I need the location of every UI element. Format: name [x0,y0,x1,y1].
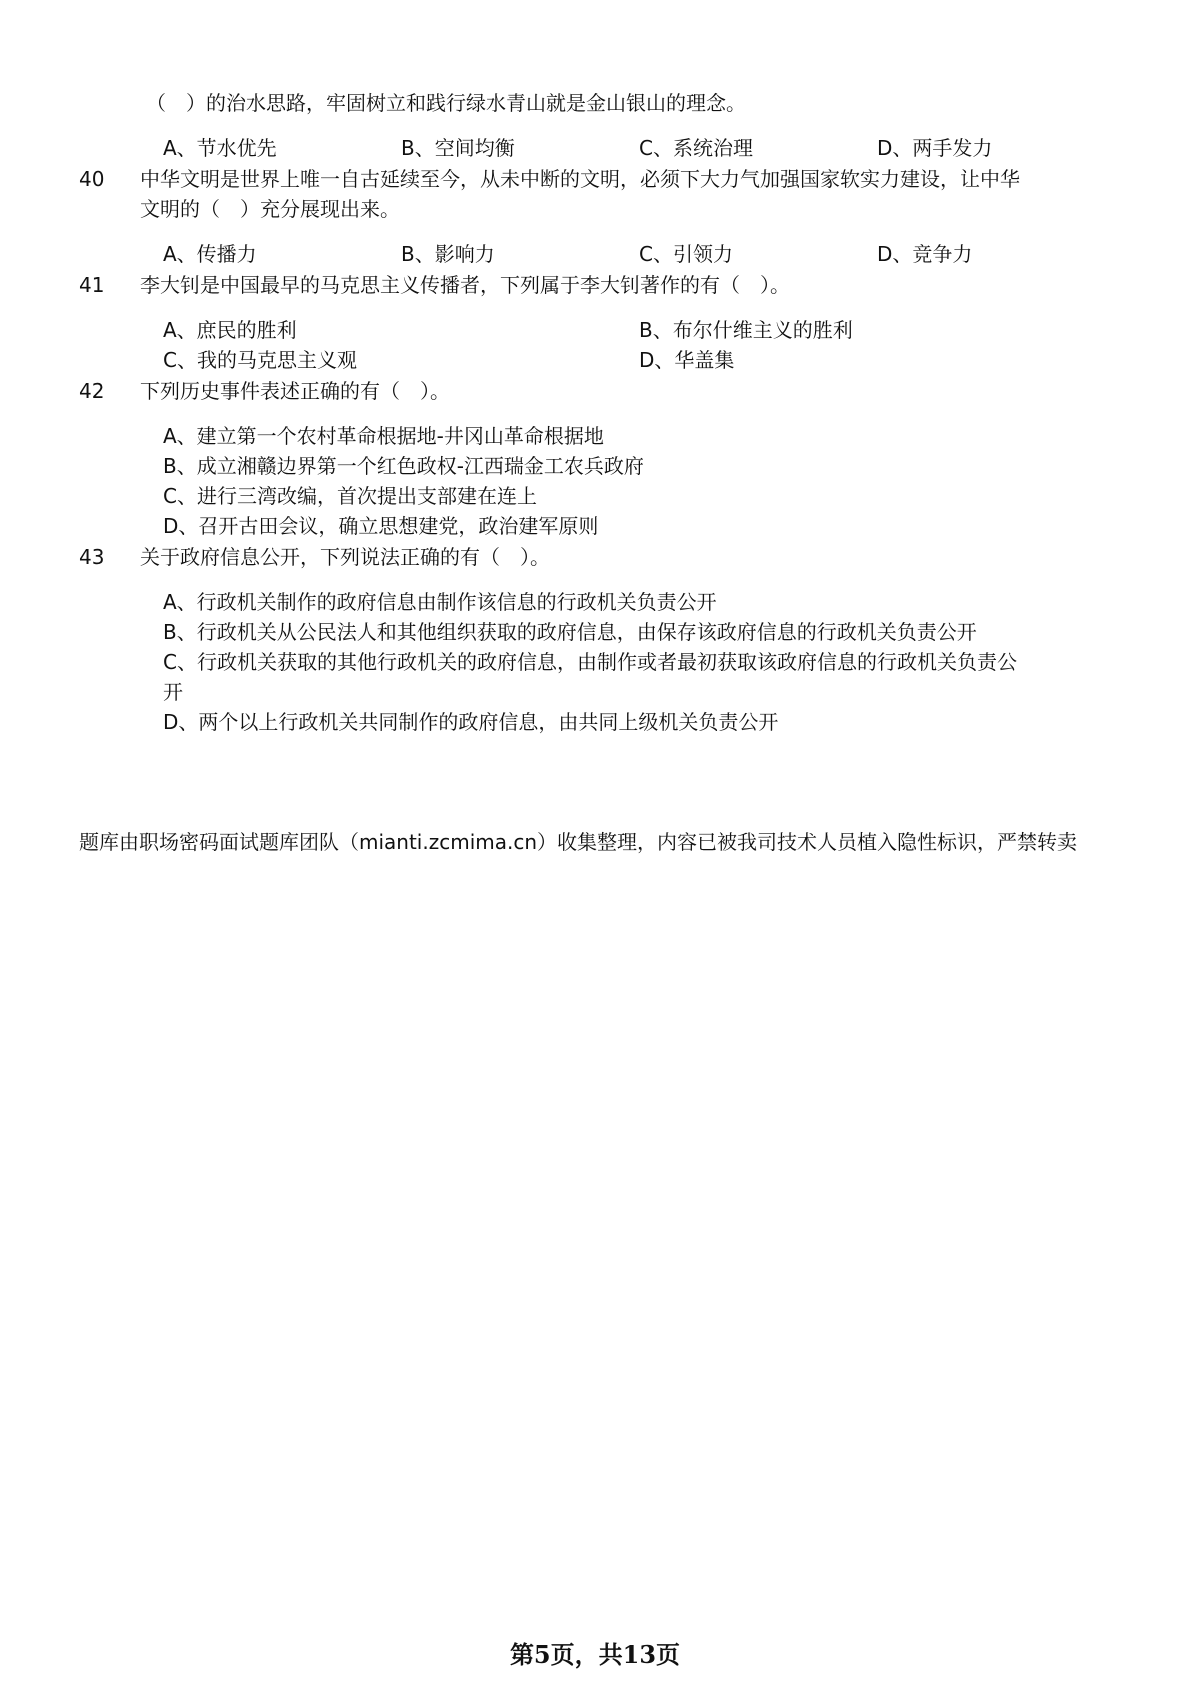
page-number: 第5页，共13页 [509,1640,681,1669]
question-39-option-b: B、空间均衡 [401,136,515,160]
question-39-option-d: D、两手发力 [877,136,993,160]
question-42-number: 42 [79,379,105,403]
question-40-option-c: C、引领力 [639,242,733,266]
question-41-option-c: C、我的马克思主义观 [163,348,357,372]
question-40-text-line-1: 中华文明是世界上唯一自古延续至今，从未中断的文明，必须下大力气加强国家软实力建设，让中华 [140,167,1020,191]
question-41-option-a: A、庶民的胜利 [163,318,297,342]
question-43-option-c: C、行政机关获取的其他行政机关的政府信息，由制作或者最初获取该政府信息的行政机关负责公 [163,650,1017,674]
question-40-option-a: A、传播力 [163,242,257,266]
question-39-option-a: A、节水优先 [163,136,277,160]
question-40-number: 40 [79,167,105,191]
copyright-note: 题库由职场密码面试题库团队（mianti.zcmima.cn）收集整理，内容已被我司技术人员植入隐性标识，严禁转卖 [79,830,1078,854]
question-39-option-c: C、系统治理 [639,136,753,160]
question-42-option-b: B、成立湘赣边界第一个红色政权-江西瑞金工农兵政府 [163,454,644,478]
question-40-text-line-2: 文明的（ ）充分展现出来。 [140,197,400,221]
question-43-option-b: B、行政机关从公民法人和其他组织获取的政府信息，由保存该政府信息的行政机关负责公开 [163,620,977,644]
question-41-option-b: B、布尔什维主义的胜利 [639,318,853,342]
question-40-option-d: D、竞争力 [877,242,973,266]
question-42-option-a: A、建立第一个农村革命根据地-井冈山革命根据地 [163,424,604,448]
question-42-option-d: D、召开古田会议，确立思想建党，政治建军原则 [163,514,599,538]
question-43-text: 关于政府信息公开，下列说法正确的有（ ）。 [140,545,550,569]
question-40-option-b: B、影响力 [401,242,495,266]
question-42-text: 下列历史事件表述正确的有（ ）。 [140,379,450,403]
question-41-text: 李大钊是中国最早的马克思主义传播者，下列属于李大钊著作的有（ ）。 [140,273,790,297]
question-41-number: 41 [79,273,105,297]
question-43-option-d: D、两个以上行政机关共同制作的政府信息，由共同上级机关负责公开 [163,710,779,734]
question-39-text: （ ）的治水思路，牢固树立和践行绿水青山就是金山银山的理念。 [146,91,746,115]
question-43-option-c-continued: 开 [163,680,183,704]
question-43-number: 43 [79,545,105,569]
question-43-option-a: A、行政机关制作的政府信息由制作该信息的行政机关负责公开 [163,590,717,614]
question-41-option-d: D、华盖集 [639,348,735,372]
question-42-option-c: C、进行三湾改编，首次提出支部建在连上 [163,484,537,508]
